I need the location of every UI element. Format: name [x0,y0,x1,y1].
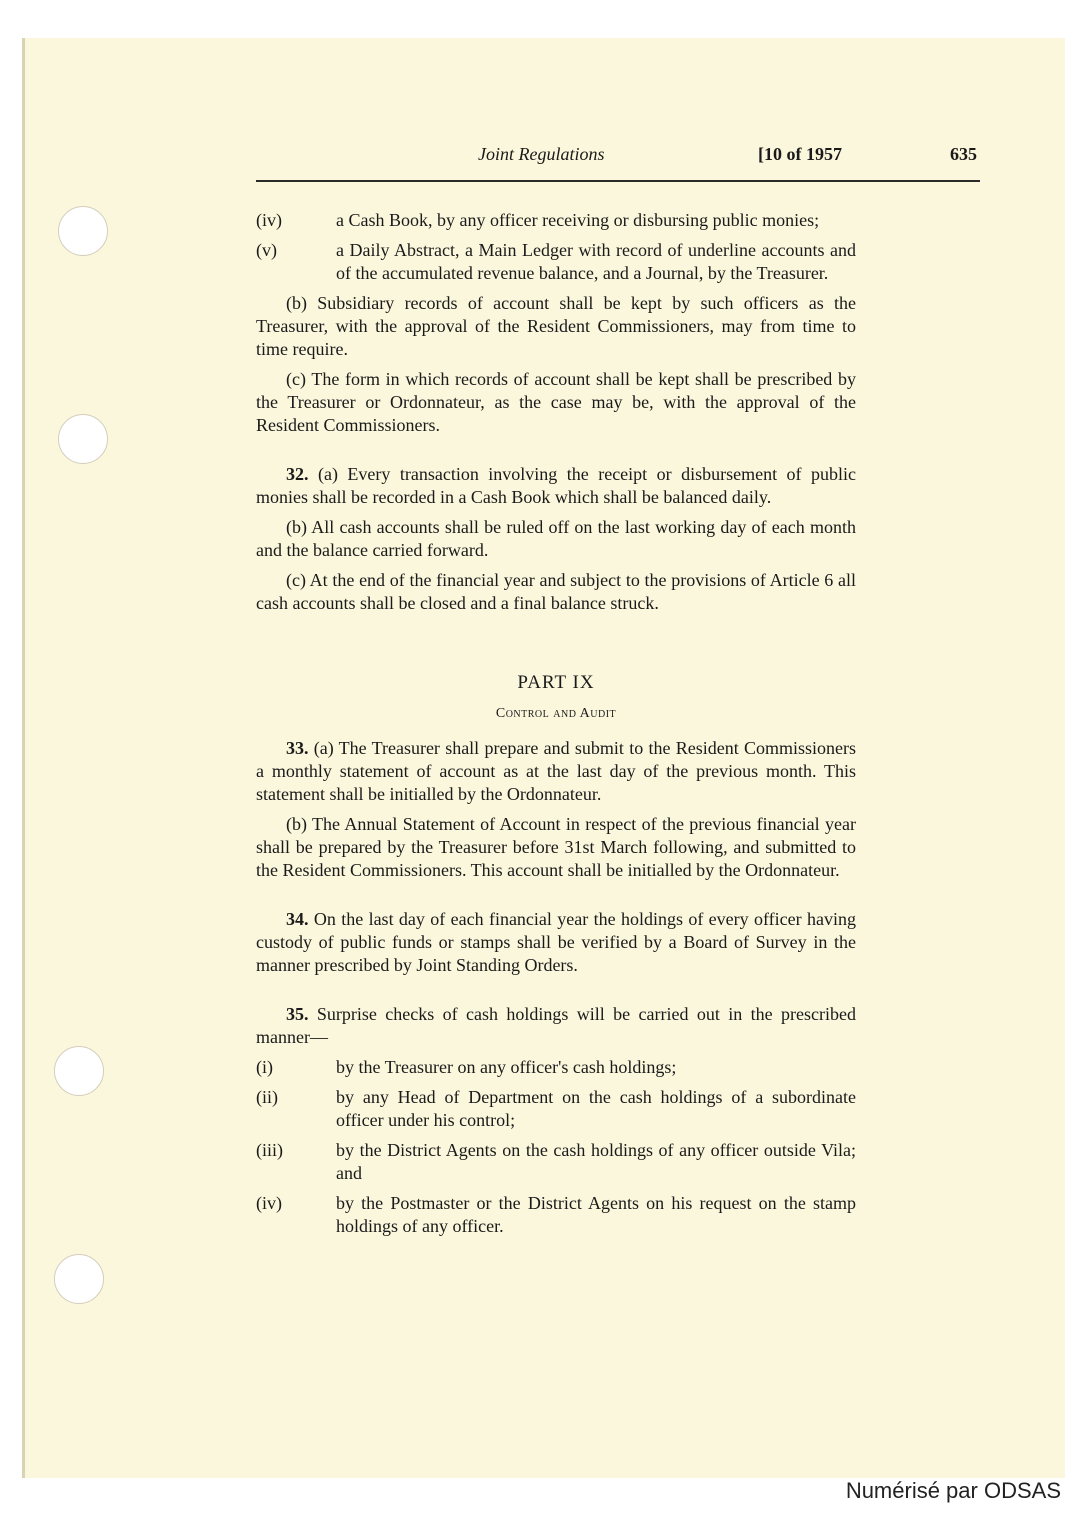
digitization-credit: Numérisé par ODSAS [845,1478,1061,1503]
art31-item-v [256,239,856,285]
header-title: Joint Regulations [478,144,605,164]
item-text: a Cash Book, by any officer receiving or disbursing public monies; [336,210,820,230]
item-number: (i) [256,1057,273,1077]
paragraph-text: (a) Every transaction involving the receipt or disbursement of public monies shall be recorded in a Cash Book which shall be balanced daily. [256,464,856,507]
page-number: 635 [950,144,977,164]
art31-para-b: (b) Subsidiary records of account shall be kept by such officers as the Treasurer, with the approval of the Resident Commissioners, may from time to time require. [256,293,856,359]
part-title: PART IX [517,672,595,693]
art35-item-i [256,1056,856,1079]
page-edge [22,38,25,1478]
punch-hole-2 [58,414,108,464]
art35-item-ii [256,1086,856,1132]
punch-hole-4 [54,1254,104,1304]
art33-para-b: (b) The Annual Statement of Account in respect of the previous financial year shall be prepared by the Treasurer before 31st March following, and submitted to the Resident Commissioners. This account shall be initialled by the Ordonnateur. [256,814,856,880]
section-number: 33. [286,738,309,758]
paragraph-text: On the last day of each financial year the holdings of every officer having custody of public funds or stamps shall be verified by a Board of Survey in the manner prescribed by Joint Standing Orders. [256,909,856,975]
section-number: 32. [286,464,309,484]
item-number: (v) [256,240,277,260]
item-text: by any Head of Department on the cash holdings of a subordinate officer under his control; [336,1087,856,1130]
item-text: by the District Agents on the cash holdings of any officer outside Vila; and [336,1140,856,1183]
art32-para-a [256,463,856,509]
item-text: by the Postmaster or the District Agents on his request on the stamp holdings of any officer. [336,1193,856,1236]
item-number: (iv) [256,210,282,230]
art32-para-b: (b) All cash accounts shall be ruled off on the last working day of each month and the balance carried forward. [256,517,856,560]
art31-item-iv [256,209,856,232]
art35-item-iv [256,1192,856,1238]
paragraph-text: (a) The Treasurer shall prepare and submit to the Resident Commissioners a monthly statement of account as at the last day of the previous month. This statement shall be initialled by the Ordonnateur. [256,738,856,804]
punch-hole-1 [58,206,108,256]
punch-hole-3 [54,1046,104,1096]
item-number: (iv) [256,1193,282,1213]
part-subtitle: Control and Audit [495,706,617,721]
paragraph-text: Surprise checks of cash holdings will be carried out in the prescribed manner— [256,1004,856,1047]
header-rule [256,180,980,182]
art35-item-iii [256,1139,856,1185]
document-body [256,209,856,1238]
art33-para-a [256,737,856,806]
section-number: 35. [286,1004,309,1024]
item-number: (iii) [256,1140,283,1160]
header-reference: [10 of 1957 [758,144,842,164]
art35-intro [256,1003,856,1049]
item-text: a Daily Abstract, a Main Ledger with record of underline accounts and of the accumulated revenue balance, and a Journal, by the Treasurer. [336,240,856,283]
item-number: (ii) [256,1087,278,1107]
art31-para-c: (c) The form in which records of account shall be kept shall be prescribed by the Treasurer or Ordonnateur, as the case may be, with the approval of the Resident Commissioners. [256,369,856,435]
item-text: by the Treasurer on any officer's cash holdings; [336,1057,677,1077]
section-number: 34. [286,909,309,929]
art32-para-c: (c) At the end of the financial year and subject to the provisions of Article 6 all cash accounts shall be closed and a final balance struck. [256,570,856,613]
art34-text [256,908,856,977]
running-header [0,144,1073,168]
